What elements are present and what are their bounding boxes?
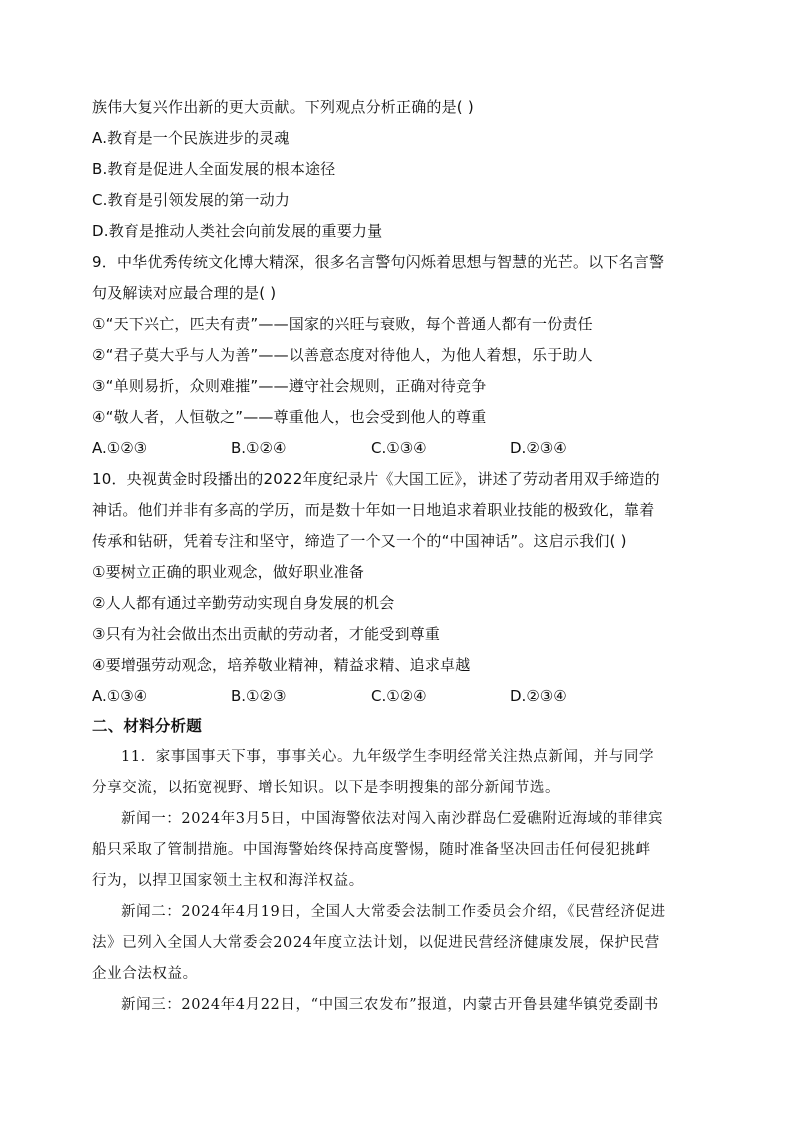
q10-choice-a: A.①③④	[92, 687, 148, 705]
q10-stem-line-2: 神话。他们并非有多高的学历，而是数十年如一日地追求着职业技能的极致化，靠着	[92, 501, 655, 519]
q8-option-c: C.教育是引领发展的第一动力	[92, 191, 291, 209]
q9-item-3: ③“单则易折，众则难摧”——遵守社会规则，正确对待竞争	[92, 377, 487, 395]
q8-option-d: D.教育是推动人类社会向前发展的重要力量	[92, 222, 383, 240]
q9-choice-b: B.①②④	[231, 439, 287, 457]
q8-stem-tail: 族伟大复兴作出新的更大贡献。下列观点分析正确的是( )	[92, 98, 474, 116]
q9-item-2: ②“君子莫大乎与人为善”——以善意态度对待他人，为他人着想，乐于助人	[92, 346, 593, 364]
q11-intro-line-1: 11．家事国事天下事，事事关心。九年级学生李明经常关注热点新闻，并与同学	[121, 749, 655, 765]
news-one-line-3: 行为，以捍卫国家领土主权和海洋权益。	[92, 873, 364, 889]
q8-option-a: A.教育是一个民族进步的灵魂	[92, 129, 290, 147]
news-one-line-2: 船只采取了管制措施。中国海警始终保持高度警惕，随时准备坚决回击任何侵犯挑衅	[92, 842, 651, 858]
q9-item-1: ①“天下兴亡，匹夫有责”——国家的兴旺与衰败，每个普通人都有一份责任	[92, 315, 593, 333]
q9-choice-a: A.①②③	[92, 439, 148, 457]
q10-choice-d: D.②③④	[510, 687, 567, 705]
q10-item-1: ①要树立正确的职业观念，做好职业准备	[92, 563, 365, 581]
q11-intro-line-2: 分享交流，以拓宽视野、增长知识。以下是李明搜集的部分新闻节选。	[92, 780, 561, 796]
q10-stem-line-3: 传承和钻研，凭着专注和坚守，缔造了一个又一个的“中国神话”。这启示我们( )	[92, 532, 627, 550]
q9-choice-d: D.②③④	[510, 439, 567, 457]
news-two-line-3: 企业合法权益。	[92, 966, 198, 982]
q10-item-3: ③只有为社会做出杰出贡献的劳动者，才能受到尊重	[92, 625, 441, 643]
q10-item-2: ②人人都有通过辛勤劳动实现自身发展的机会	[92, 594, 395, 612]
q10-choice-b: B.①②③	[231, 687, 287, 705]
news-three-line-1: 新闻三：2024年4月22日，“中国三农发布”报道，内蒙古开鲁县建华镇党委副书	[121, 997, 659, 1013]
q10-stem-line-1: 10．央视黄金时段播出的2022年度纪录片《大国工匠》，讲述了劳动者用双手缔造的	[92, 470, 660, 488]
section-heading: 二、材料分析题	[92, 717, 202, 735]
q9-item-4: ④“敬人者，人恒敬之”——尊重他人，也会受到他人的尊重	[92, 408, 487, 426]
news-one-line-1: 新闻一：2024年3月5日，中国海警依法对闯入南沙群岛仁爱礁附近海域的菲律宾	[121, 811, 664, 827]
q10-item-4: ④要增强劳动观念，培养敬业精神，精益求精、追求卓越	[92, 656, 471, 674]
news-two-line-1: 新闻二：2024年4月19日，全国人大常委会法制工作委员会介绍，《民营经济促进	[121, 904, 666, 920]
q8-option-b: B.教育是促进人全面发展的根本途径	[92, 160, 336, 178]
q10-choice-c: C.①②④	[371, 687, 427, 705]
q9-stem-line-1: 9．中华优秀传统文化博大精深，很多名言警句闪烁着思想与智慧的光芒。以下名言警	[92, 253, 665, 271]
q9-stem-line-2: 句及解读对应最合理的是( )	[92, 284, 277, 302]
q9-choice-c: C.①③④	[371, 439, 427, 457]
news-two-line-2: 法》已列入全国人大常委会2024年度立法计划，以促进民营经济健康发展，保护民营	[92, 935, 660, 951]
